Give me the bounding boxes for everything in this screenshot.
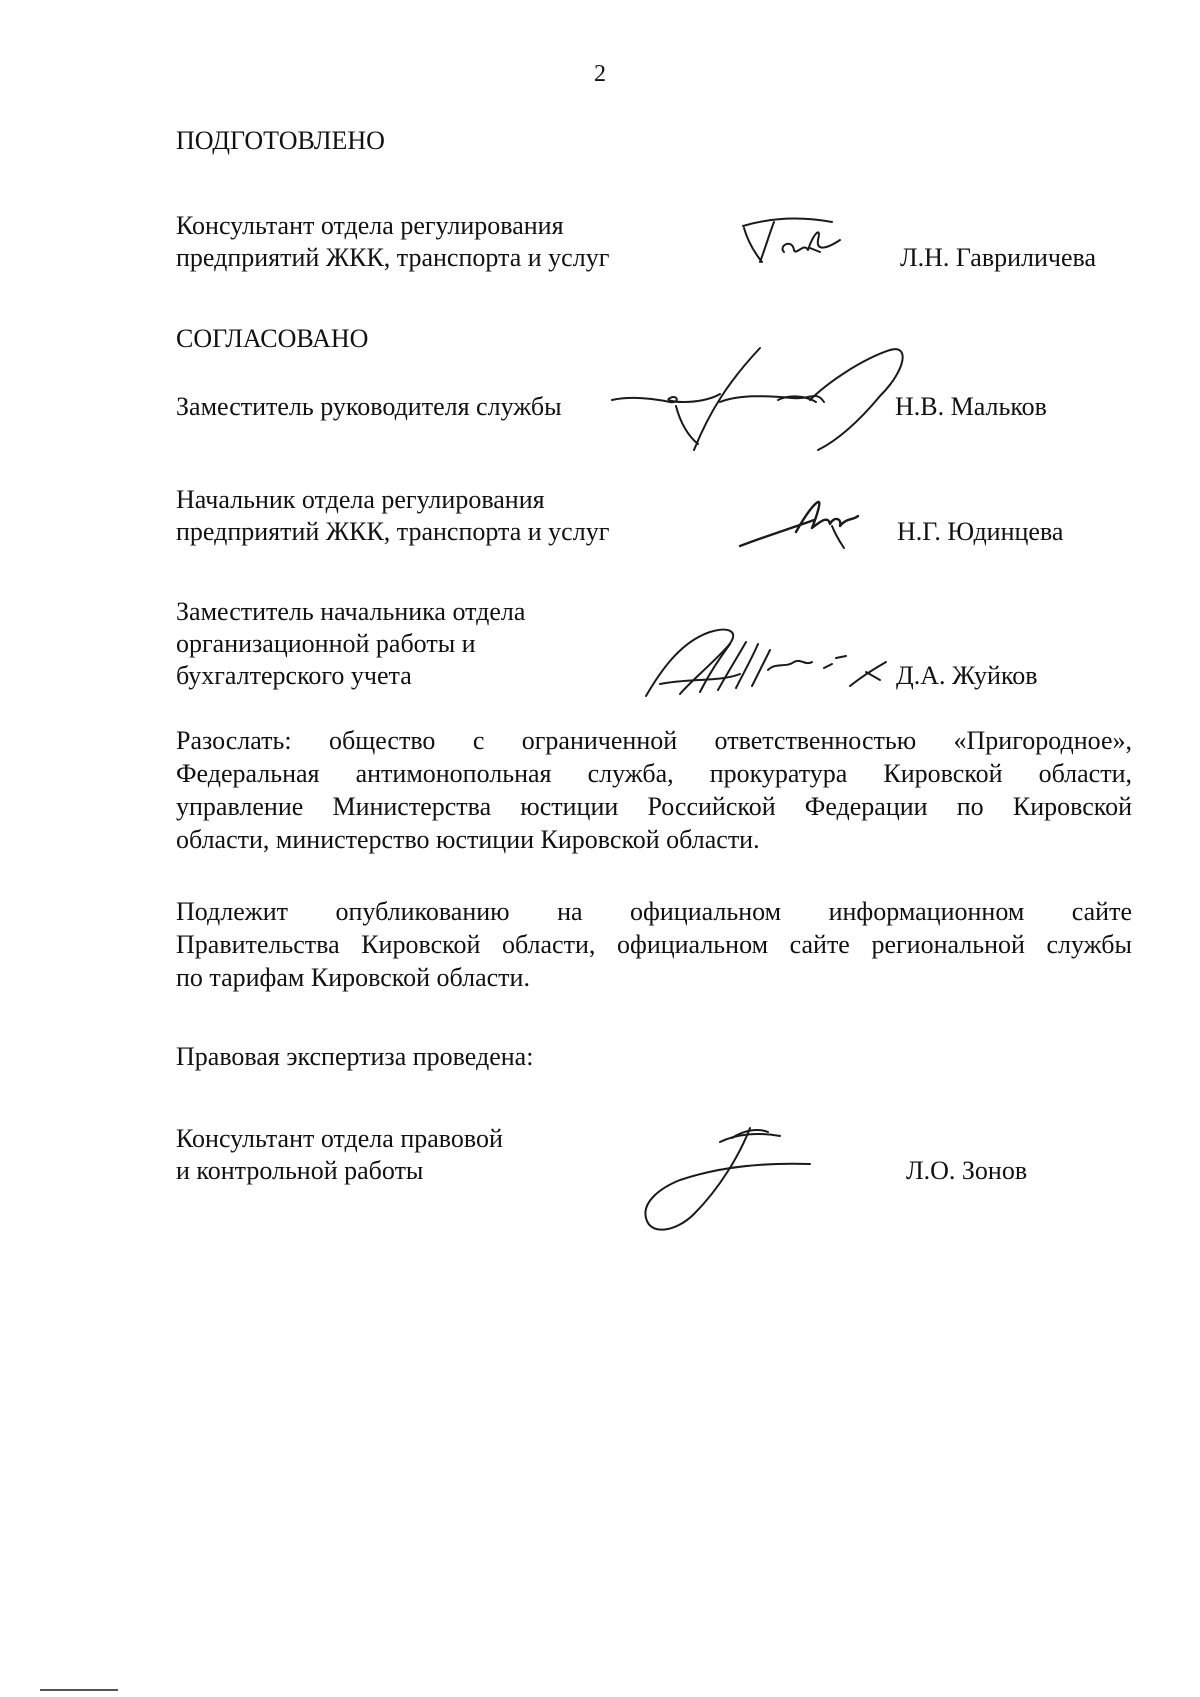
legal-review-heading: Правовая экспертиза проведена: [176, 1042, 534, 1071]
signer-1-name: Н.В. Мальков [895, 392, 1047, 421]
legal-review-position-line1: Консультант отдела правовой [176, 1124, 503, 1153]
legal-review-name: Л.О. Зонов [906, 1156, 1028, 1185]
signer-3-position-line2: организационной работы и [176, 629, 476, 658]
prepared-heading: ПОДГОТОВЛЕНО [176, 126, 385, 155]
signer-1-position: Заместитель руководителя службы [176, 392, 562, 421]
signer-2-position-line2: предприятий ЖКК, транспорта и услуг [176, 517, 610, 546]
distribution-line-2: Федеральная антимонопольная служба, прокуратура Кировской области, [176, 759, 1132, 788]
distribution-line-4: области, министерство юстиции Кировской области. [176, 825, 760, 854]
signer-3-position-line1: Заместитель начальника отдела [176, 597, 526, 626]
signature-zhuikov [640, 622, 900, 702]
prepared-name: Л.Н. Гавриличева [900, 243, 1097, 272]
prepared-position-line1: Консультант отдела регулирования [176, 211, 564, 240]
scan-mark [40, 1689, 118, 1691]
signature-zonov [640, 1118, 820, 1238]
legal-review-position-line2: и контрольной работы [176, 1156, 424, 1185]
signature-yudintseva [736, 494, 876, 554]
signer-2-name: Н.Г. Юдинцева [897, 517, 1064, 546]
publication-line-1: Подлежит опубликованию на официальном информационном сайте [176, 897, 1132, 926]
publication-line-3: по тарифам Кировской области. [176, 963, 530, 992]
page-number: 2 [594, 61, 606, 87]
signature-gavrilicheva [740, 212, 860, 272]
agreed-heading: СОГЛАСОВАНО [176, 324, 369, 353]
signer-2-position-line1: Начальник отдела регулирования [176, 485, 545, 514]
signer-3-position-line3: бухгалтерского учета [176, 661, 412, 690]
distribution-line-3: управление Министерства юстиции Российской Федерации по Кировской [176, 792, 1132, 821]
publication-line-2: Правительства Кировской области, официальном сайте региональной службы [176, 930, 1132, 959]
prepared-position-line2: предприятий ЖКК, транспорта и услуг [176, 243, 610, 272]
signer-3-name: Д.А. Жуйков [896, 661, 1038, 690]
distribution-line-1: Разослать: общество с ограниченной ответственностью «Пригородное», [176, 726, 1132, 755]
